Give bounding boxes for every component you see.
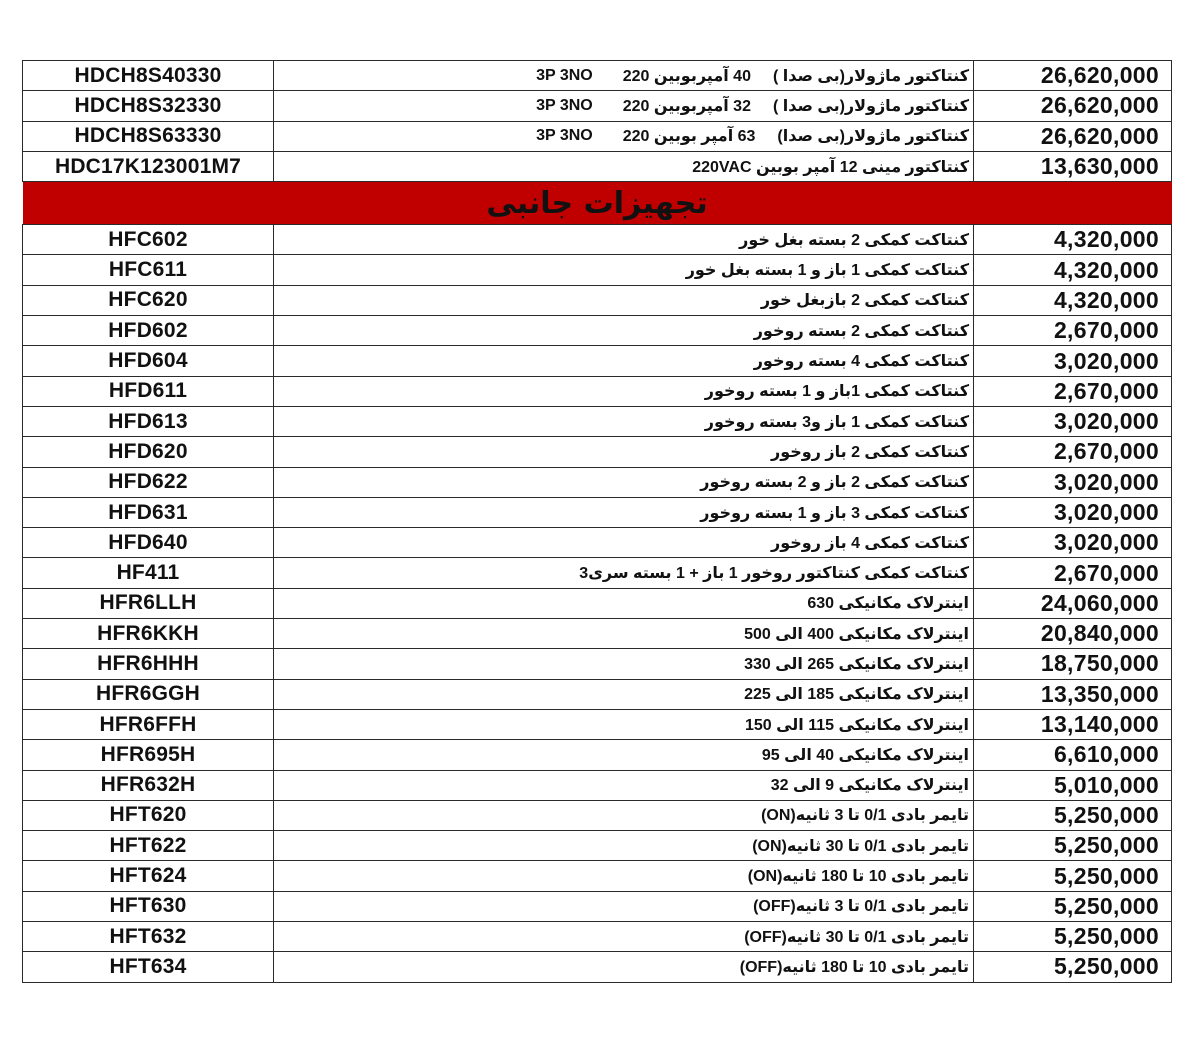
product-price: 24,060,000	[974, 588, 1172, 618]
product-description: تایمر بادی 0/1 تا 3 ثانیه(OFF)	[274, 891, 974, 921]
table-row	[23, 437, 1172, 467]
product-code: HFR695H	[23, 740, 274, 770]
product-description: کنتاکت کمکی 1باز و 1 بسته روخور	[274, 376, 974, 406]
table-row	[23, 709, 1172, 739]
table-row	[23, 151, 1172, 181]
table-row	[23, 225, 1172, 255]
product-code: HFT634	[23, 952, 274, 982]
product-description: کنتاکت کمکی کنتاکتور روخور 1 باز + 1 بسته سری3	[274, 558, 974, 588]
product-code: HFR6FFH	[23, 709, 274, 739]
table-row	[23, 406, 1172, 436]
product-price: 13,630,000	[974, 151, 1172, 181]
product-code: HFR6LLH	[23, 588, 274, 618]
table-row	[23, 619, 1172, 649]
section-header-row	[23, 182, 1172, 225]
product-code: HFR632H	[23, 770, 274, 800]
product-description: تایمر بادی 0/1 تا 30 ثانیه(OFF)	[274, 922, 974, 952]
description-name: کنتاکتور ماژولار(بی صدا )	[772, 97, 969, 115]
product-description: تایمر بادی 0/1 تا 30 ثانیه(ON)	[274, 831, 974, 861]
product-price: 26,620,000	[974, 61, 1172, 91]
product-price: 6,610,000	[974, 740, 1172, 770]
product-code: HFT630	[23, 891, 274, 921]
product-description: کنتاکت کمکی 4 باز روخور	[274, 528, 974, 558]
product-description: کنتاکت کمکی 3 باز و 1 بسته روخور	[274, 497, 974, 527]
product-description: تایمر بادی 0/1 تا 3 ثانیه(ON)	[274, 800, 974, 830]
product-code: HFT624	[23, 861, 274, 891]
product-description: تایمر بادی 10 تا 180 ثانیه(ON)	[274, 861, 974, 891]
table-row	[23, 649, 1172, 679]
product-code: HDCH8S32330	[23, 91, 274, 121]
description-poles: 3P 3NO	[536, 96, 593, 114]
product-price: 20,840,000	[974, 619, 1172, 649]
product-description: اینترلاک مکانیکی 40 الی 95	[274, 740, 974, 770]
table-row	[23, 91, 1172, 121]
product-code: HFT620	[23, 800, 274, 830]
table-row	[23, 467, 1172, 497]
product-price: 3,020,000	[974, 497, 1172, 527]
product-price: 3,020,000	[974, 528, 1172, 558]
product-description: کنتاکت کمکی 2 باز و 2 بسته روخور	[274, 467, 974, 497]
product-description: کنتاکت کمکی 2 بسته بغل خور	[274, 225, 974, 255]
product-description: کنتاکتور مینی 12 آمپر بوبین 220VAC	[274, 151, 974, 181]
price-table	[22, 60, 1172, 983]
table-row	[23, 740, 1172, 770]
table-row	[23, 861, 1172, 891]
product-code: HFD613	[23, 406, 274, 436]
product-code: HFT632	[23, 922, 274, 952]
product-price: 2,670,000	[974, 437, 1172, 467]
product-description: تایمر بادی 10 تا 180 ثانیه(OFF)	[274, 952, 974, 982]
table-row	[23, 346, 1172, 376]
product-code: HFD622	[23, 467, 274, 497]
product-code: HDCH8S40330	[23, 61, 274, 91]
product-price: 5,250,000	[974, 952, 1172, 982]
description-poles: 3P 3NO	[536, 66, 593, 84]
table-row	[23, 121, 1172, 151]
product-code: HFD631	[23, 497, 274, 527]
product-price: 5,250,000	[974, 800, 1172, 830]
product-price: 5,010,000	[974, 770, 1172, 800]
product-description: اینترلاک مکانیکی 400 الی 500	[274, 619, 974, 649]
product-description: کنتاکت کمکی 2 باز روخور	[274, 437, 974, 467]
table-row	[23, 800, 1172, 830]
product-code: HFD604	[23, 346, 274, 376]
product-price: 4,320,000	[974, 255, 1172, 285]
table-row	[23, 558, 1172, 588]
table-row	[23, 285, 1172, 315]
product-price: 3,020,000	[974, 406, 1172, 436]
product-code: HFR6HHH	[23, 649, 274, 679]
product-code: HFD611	[23, 376, 274, 406]
product-price: 3,020,000	[974, 346, 1172, 376]
product-price: 5,250,000	[974, 922, 1172, 952]
product-description: کنتاکت کمکی 1 باز و 1 بسته بغل خور	[274, 255, 974, 285]
product-code: HF411	[23, 558, 274, 588]
product-price: 13,140,000	[974, 709, 1172, 739]
table-row	[23, 497, 1172, 527]
product-description: کنتاکت کمکی 2 بازبغل خور	[274, 285, 974, 315]
product-code: HFR6KKH	[23, 619, 274, 649]
product-code: HFC620	[23, 285, 274, 315]
product-description: اینترلاک مکانیکی 265 الی 330	[274, 649, 974, 679]
section-title: تجهیزات جانبی	[23, 182, 1172, 225]
product-description: کنتاکت کمکی 4 بسته روخور	[274, 346, 974, 376]
table-row	[23, 255, 1172, 285]
product-description	[274, 121, 974, 151]
product-price: 5,250,000	[974, 831, 1172, 861]
product-code: HFC602	[23, 225, 274, 255]
product-code: HFC611	[23, 255, 274, 285]
table-row	[23, 316, 1172, 346]
product-price: 5,250,000	[974, 891, 1172, 921]
description-spec: 63 آمپر بوبین 220	[622, 128, 756, 146]
product-code: HDCH8S63330	[23, 121, 274, 151]
product-description: کنتاکت کمکی 1 باز و3 بسته روخور	[274, 406, 974, 436]
product-description	[274, 91, 974, 121]
product-description	[274, 61, 974, 91]
table-row	[23, 528, 1172, 558]
product-description: اینترلاک مکانیکی 185 الی 225	[274, 679, 974, 709]
product-price: 4,320,000	[974, 285, 1172, 315]
table-row	[23, 952, 1172, 982]
table-row	[23, 588, 1172, 618]
description-name: کنتاکتور ماژولار(بی صدا )	[772, 67, 969, 85]
table-row	[23, 891, 1172, 921]
product-description: اینترلاک مکانیکی 630	[274, 588, 974, 618]
product-price: 26,620,000	[974, 121, 1172, 151]
product-description: اینترلاک مکانیکی 115 الی 150	[274, 709, 974, 739]
product-code: HFR6GGH	[23, 679, 274, 709]
product-code: HDC17K123001M7	[23, 151, 274, 181]
table-row	[23, 376, 1172, 406]
description-spec: 40 آمپربوبین 220	[622, 67, 751, 85]
description-name: کنتاکتور ماژولار(بی صدا)	[777, 128, 969, 146]
table-row	[23, 61, 1172, 91]
product-code: HFD602	[23, 316, 274, 346]
product-code: HFT622	[23, 831, 274, 861]
product-price: 2,670,000	[974, 376, 1172, 406]
product-price: 3,020,000	[974, 467, 1172, 497]
description-spec: 32 آمپربوبین 220	[622, 97, 751, 115]
product-code: HFD620	[23, 437, 274, 467]
description-poles: 3P 3NO	[536, 127, 593, 145]
product-description: کنتاکت کمکی 2 بسته روخور	[274, 316, 974, 346]
product-price: 5,250,000	[974, 861, 1172, 891]
product-price: 2,670,000	[974, 316, 1172, 346]
product-price: 18,750,000	[974, 649, 1172, 679]
product-price: 26,620,000	[974, 91, 1172, 121]
table-row	[23, 679, 1172, 709]
product-price: 2,670,000	[974, 558, 1172, 588]
product-description: اینترلاک مکانیکی 9 الی 32	[274, 770, 974, 800]
table-row	[23, 770, 1172, 800]
table-row	[23, 831, 1172, 861]
product-price: 13,350,000	[974, 679, 1172, 709]
price-list-sheet	[22, 60, 1171, 983]
table-row	[23, 922, 1172, 952]
product-code: HFD640	[23, 528, 274, 558]
product-price: 4,320,000	[974, 225, 1172, 255]
